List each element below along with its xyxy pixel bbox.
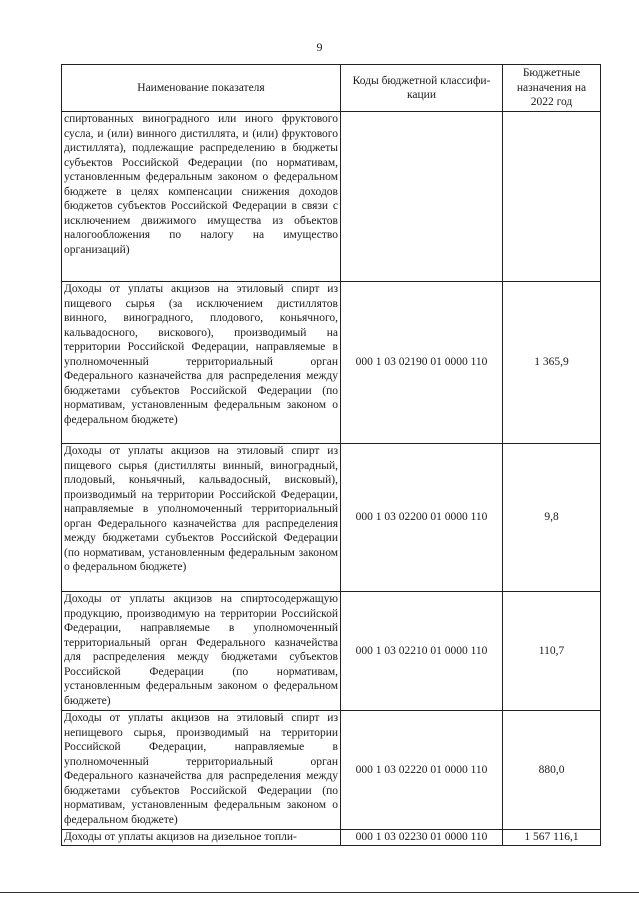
table-row	[62, 444, 601, 592]
row-amount: 110,7	[503, 592, 601, 711]
row-name: Доходы от уплаты акцизов на этиловый спирт из непищевого сырья, производимый на территории Российской Федерации, направляемые в уполномоченный территориальный орган Федерального казначейства для распределения между бюджетами субъектов Российской Федерации (по нормативам, установленным федеральным законом о федеральном бюджете)	[62, 711, 341, 830]
row-name: Доходы от уплаты акцизов на дизельное топли-	[62, 830, 341, 846]
page-bottom-rule	[0, 892, 639, 893]
table-row	[62, 112, 601, 282]
table-row	[62, 711, 601, 830]
table-row	[62, 592, 601, 711]
row-name: Доходы от уплаты акцизов на этиловый спирт из пищевого сырья (за исключением дистиллятов винного, виноградного, плодового, коньячного, кальвадосного, вискового), производимый на территории Российской Федерации, направляемые в уполномоченный территориальный орган Федерального казначейства для распределения между бюджетами субъектов Российской Федерации (по нормативам, установленным федеральным законом о федеральном бюджете)	[62, 282, 341, 444]
row-code	[341, 112, 503, 282]
row-amount: 9,8	[503, 444, 601, 592]
row-name: Доходы от уплаты акцизов на этиловый спирт из пищевого сырья (дистилляты винный, виноградный, плодовый, коньячный, кальвадосный, висковый), производимый на территории Российской Федерации, направляемые в уполномоченный территориальный орган Федерального казначейства для распределения между бюджетами субъектов Российской Федерации (по нормативам, установленным федеральным законом о федеральном бюджете)	[62, 444, 341, 592]
row-code: 000 1 03 02220 01 0000 110	[341, 711, 503, 830]
header-amount: Бюджетные назначения на 2022 год	[503, 65, 601, 112]
table-row	[62, 830, 601, 846]
row-code: 000 1 03 02190 01 0000 110	[341, 282, 503, 444]
row-amount: 880,0	[503, 711, 601, 830]
row-code: 000 1 03 02210 01 0000 110	[341, 592, 503, 711]
budget-table	[61, 64, 601, 846]
row-amount: 1 365,9	[503, 282, 601, 444]
page-number: 9	[316, 40, 323, 54]
row-code: 000 1 03 02230 01 0000 110	[341, 830, 503, 846]
row-amount	[503, 112, 601, 282]
row-amount: 1 567 116,1	[503, 830, 601, 846]
row-code: 000 1 03 02200 01 0000 110	[341, 444, 503, 592]
row-name: спиртованных виноградного или иного фруктового сусла, и (или) винного дистиллята, и (или) фруктового дистиллята), подлежащие распределению в бюджеты субъектов Российской Федерации (по нормативам, установленным федеральным законом о федеральном бюджете в целях компенсации снижения доходов бюджетов субъектов Российской Федерации в связи с исключением движимого имущества из объектов налогообложения по налогу на имущество организаций)	[62, 112, 341, 282]
row-name: Доходы от уплаты акцизов на спиртосодержащую продукцию, производимую на территории Российской Федерации, направляемые в уполномоченный территориальный орган Федерального казначейства для распределения между бюджетами субъектов Российской Федерации (по нормативам, установленным федеральным законом о федеральном бюджете)	[62, 592, 341, 711]
header-code: Коды бюджетной классифи-кации	[341, 65, 503, 112]
header-name: Наименование показателя	[62, 65, 341, 112]
table-header-row	[62, 65, 601, 112]
table-row	[62, 282, 601, 444]
